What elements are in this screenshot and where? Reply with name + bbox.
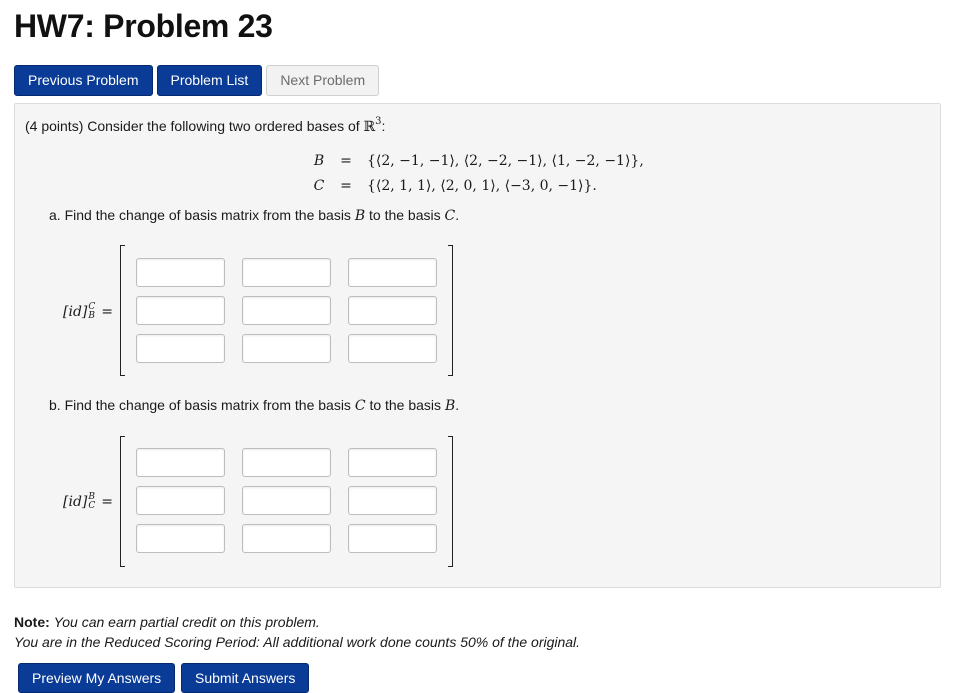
matrix-b-cell-3-1[interactable]	[136, 524, 225, 553]
part-a-period: .	[455, 207, 460, 223]
matrix-b-indices	[88, 493, 95, 511]
scoring-note	[14, 612, 580, 652]
matrix-b-cell-2-1[interactable]	[136, 486, 225, 515]
basis-b-name: B	[313, 152, 325, 169]
matrix-a-equals: =	[101, 304, 113, 320]
part-a-from-basis: B	[354, 208, 366, 224]
basis-c-name: C	[313, 177, 325, 194]
part-b-text: b. Find the change of basis matrix from the basis	[49, 397, 351, 413]
part-b-to-basis: B	[444, 398, 456, 414]
part-a-question	[49, 207, 459, 224]
matrix-a-cell-2-2[interactable]	[242, 296, 331, 325]
basis-c-equals: =	[340, 177, 352, 194]
note-label: Note:	[14, 614, 50, 630]
matrix-a-indices	[88, 303, 95, 321]
matrix-b-grid	[136, 448, 437, 553]
problem-intro	[25, 116, 385, 135]
basis-c-row	[313, 173, 644, 198]
matrix-a-grid	[136, 258, 437, 363]
note-partial-credit: You can earn partial credit on this problem.	[53, 614, 320, 630]
next-problem-button: Next Problem	[266, 65, 379, 96]
matrix-b-cell-3-2[interactable]	[242, 524, 331, 553]
matrix-b-subscript: C	[88, 501, 96, 511]
real-numbers-symbol: ℝ	[363, 119, 376, 135]
part-b-period: .	[455, 397, 460, 413]
matrix-b-cell-3-3[interactable]	[348, 524, 437, 553]
basis-b-equals: =	[340, 152, 352, 169]
matrix-b-cell-1-3[interactable]	[348, 448, 437, 477]
matrix-a-cell-1-2[interactable]	[242, 258, 331, 287]
preview-answers-button[interactable]: Preview My Answers	[18, 663, 175, 693]
matrix-a-label	[63, 303, 113, 321]
matrix-a-id: [id]	[63, 304, 88, 320]
matrix-b-cell-2-3[interactable]	[348, 486, 437, 515]
matrix-a-subscript: B	[88, 311, 95, 321]
matrix-b-superscript: B	[88, 492, 95, 502]
matrix-a-left-bracket	[120, 245, 125, 376]
matrix-a-cell-1-3[interactable]	[348, 258, 437, 287]
matrix-a-cell-1-1[interactable]	[136, 258, 225, 287]
matrix-a-cell-3-3[interactable]	[348, 334, 437, 363]
matrix-a-right-bracket	[448, 245, 453, 376]
matrix-b-equals: =	[101, 494, 113, 510]
part-b-middle-text: to the basis	[369, 397, 442, 413]
matrix-a-cell-3-1[interactable]	[136, 334, 225, 363]
intro-text: Consider the following two ordered bases of	[87, 118, 360, 134]
part-b-question	[49, 397, 459, 414]
matrix-a-cell-2-1[interactable]	[136, 296, 225, 325]
points-label: (4 points)	[25, 118, 84, 134]
note-reduced-scoring: You are in the Reduced Scoring Period: All additional work done counts 50% of the original.	[14, 634, 581, 650]
bases-definition	[313, 148, 644, 198]
matrix-b-cell-1-2[interactable]	[242, 448, 331, 477]
part-a-text: a. Find the change of basis matrix from the basis	[49, 207, 351, 223]
basis-b-vectors: {⟨2, −1, −1⟩, ⟨2, −2, −1⟩, ⟨1, −2, −1⟩},	[367, 152, 644, 169]
basis-b-row	[313, 148, 644, 173]
matrix-b-id: [id]	[63, 494, 88, 510]
matrix-b-left-bracket	[120, 436, 125, 567]
part-a-to-basis: C	[444, 208, 456, 224]
page-title: HW7: Problem 23	[14, 8, 273, 44]
basis-c-vectors: {⟨2, 1, 1⟩, ⟨2, 0, 1⟩, ⟨−3, 0, −1⟩}.	[367, 177, 597, 194]
part-a-middle-text: to the basis	[369, 207, 441, 223]
matrix-b-cell-1-1[interactable]	[136, 448, 225, 477]
intro-colon: :	[381, 118, 386, 134]
problem-list-button[interactable]: Problem List	[157, 65, 263, 96]
problem-navigation	[14, 65, 379, 96]
matrix-b-cell-2-2[interactable]	[242, 486, 331, 515]
previous-problem-button[interactable]: Previous Problem	[14, 65, 153, 96]
problem-body	[14, 103, 941, 588]
matrix-a-cell-3-2[interactable]	[242, 334, 331, 363]
part-b-from-basis: C	[354, 398, 366, 414]
dimension-exponent: 3	[375, 116, 382, 127]
matrix-b-label	[63, 493, 113, 511]
matrix-b-right-bracket	[448, 436, 453, 567]
submit-answers-button[interactable]: Submit Answers	[181, 663, 309, 693]
matrix-a-superscript: C	[88, 302, 96, 312]
matrix-a-cell-2-3[interactable]	[348, 296, 437, 325]
